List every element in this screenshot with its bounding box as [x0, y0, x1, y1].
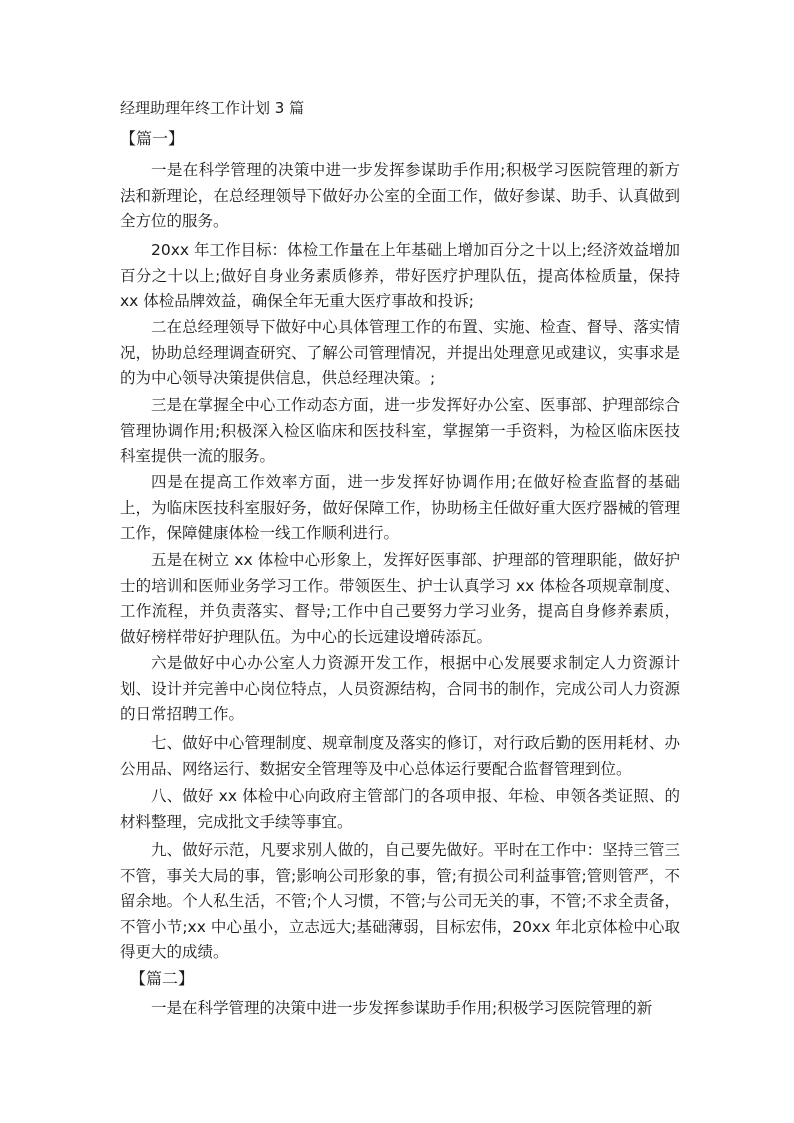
paragraph: 五是在树立 xx 体检中心形象上，发挥好医事部、护理部的管理职能，做好护士的培训和医师业务学习工作。带领医生、护士认真学习 xx 体检各项规章制度、工作流程，并负责落实、督导;工作中自己要努力学习业务，提高自身修养素质，做好榜样带好护理队伍。为中心的长远建设增砖添瓦。 — [120, 551, 680, 646]
paragraph: 六是做好中心办公室人力资源开发工作，根据中心发展要求制定人力资源计划、设计并完善中心岗位特点，人员资源结构，合同书的制作，完成公司人力资源的日常招聘工作。 — [120, 654, 680, 723]
paragraph: 九、做好示范，凡要求别人做的，自己要先做好。平时在工作中：坚持三管三不管，事关大局的事，管;影响公司形象的事，管;有损公司利益事管;管则管严，不留余地。个人私生活，不管;个人习惯，不管;与公司无关的事，不管;不求全责备，不管小节;xx 中心虽小，立志远大;基础薄弱，目标宏伟，20xx 年北京体检中心取得更大的成绩。 — [120, 841, 680, 961]
paragraph: 七、做好中心管理制度、规章制度及落实的修订，对行政后勤的医用耗材、办公用品、网络运行、数据安全管理等及中心总体运行要配合监督管理到位。 — [120, 734, 680, 778]
document-title: 经理助理年终工作计划 3 篇 — [120, 99, 305, 117]
paragraph: 二在总经理领导下做好中心具体管理工作的布置、实施、检查、督导、落实情况，协助总经理调查研究、了解公司管理情况，并提出处理意见或建议，实事求是的为中心领导决策提供信息，供总经理决策。; — [120, 318, 680, 387]
section-heading-1: 【篇一】 — [120, 129, 185, 148]
paragraph: 四是在提高工作效率方面，进一步发挥好协调作用;在做好检查监督的基础上，为临床医技科室服好务，做好保障工作，协助杨主任做好重大医疗器械的管理工作，保障健康体检一线工作顺利进行。 — [120, 473, 680, 542]
paragraph: 一是在科学管理的决策中进一步发挥参谋助手作用;积极学习医院管理的新 — [151, 999, 653, 1017]
section-heading-2: 【篇二】 — [130, 969, 195, 988]
paragraph: 八、做好 xx 体检中心向政府主管部门的各项申报、年检、申领各类证照、的材料整理，完成批文手续等事宜。 — [120, 787, 680, 831]
paragraph: 一是在科学管理的决策中进一步发挥参谋助手作用;积极学习医院管理的新方法和新理论，在总经理领导下做好办公室的全面工作，做好参谋、助手、认真做到全方位的服务。 — [120, 161, 680, 230]
paragraph: 三是在掌握全中心工作动态方面，进一步发挥好办公室、医事部、护理部综合管理协调作用;积极深入检区临床和医技科室，掌握第一手资料，为检区临床医技科室提供一流的服务。 — [120, 396, 680, 465]
paragraph: 20xx 年工作目标：体检工作量在上年基础上增加百分之十以上;经济效益增加百分之十以上;做好自身业务素质修养，带好医疗护理队伍，提高体检质量，保持 xx 体检品牌效益，确保全年无重大医疗事故和投诉; — [120, 241, 680, 310]
